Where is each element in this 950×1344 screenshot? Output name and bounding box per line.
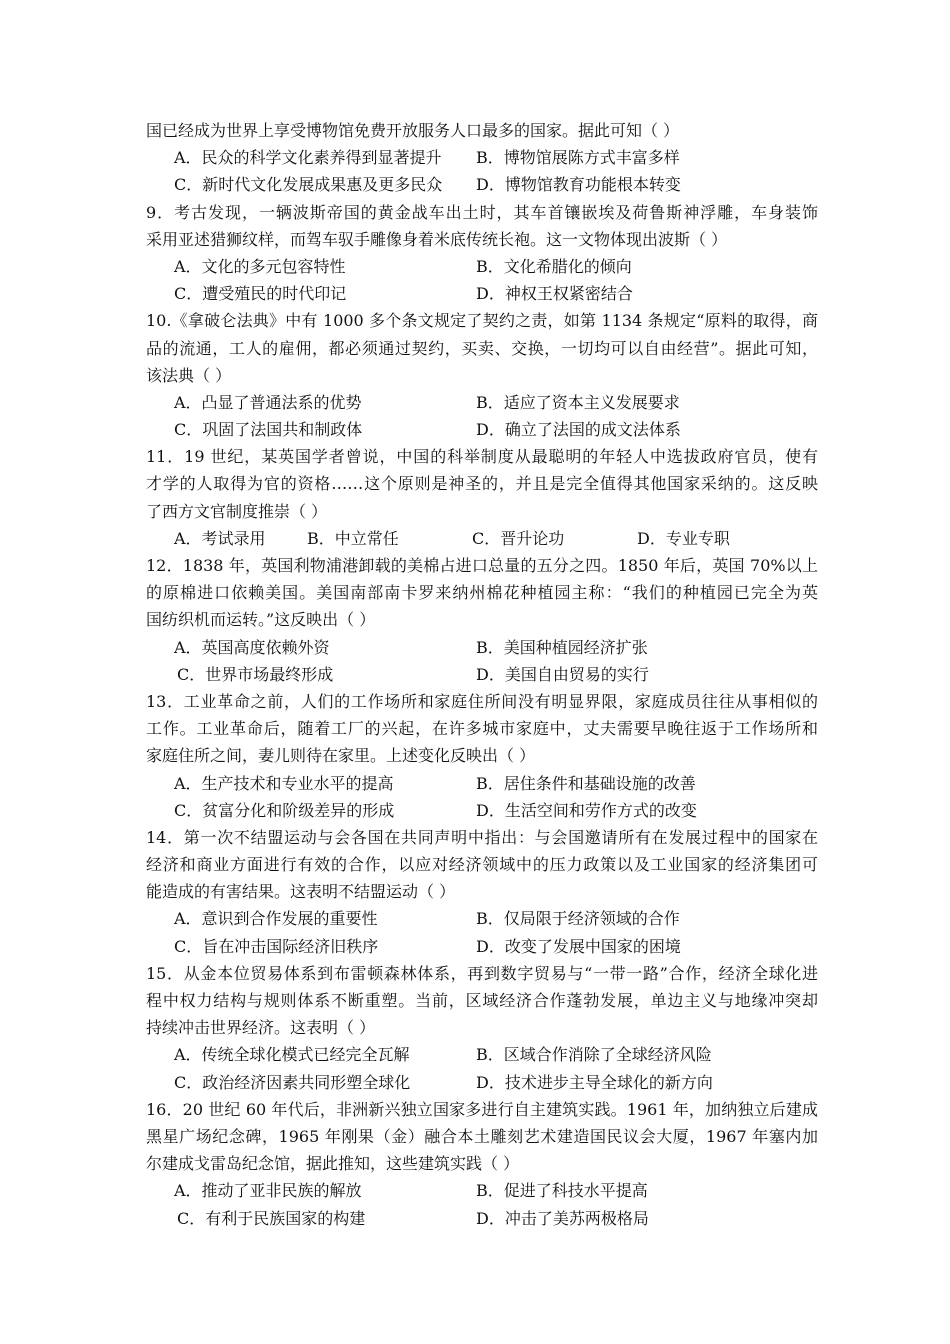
question-16 [146, 1096, 818, 1232]
option-d[interactable]: D．神权王权紧密结合 [476, 284, 633, 304]
question-stem-line: 国纺织机而运转。”这反映出（ ） [146, 610, 376, 630]
question-stem-line: 家庭住所之间，妻儿则待在家里。上述变化反映出（ ） [146, 746, 536, 766]
option-row [146, 253, 818, 280]
option-row [146, 416, 818, 443]
question-stem-line: 采用亚述猎狮纹样，而驾车驭手雕像身着米底传统长袍。这一文物体现出波斯（ ） [146, 229, 728, 249]
option-b[interactable]: B．适应了资本主义发展要求 [476, 392, 680, 412]
question-stem-line: 持续冲击世界经济。这表明（ ） [146, 1018, 376, 1038]
option-row [146, 1205, 818, 1232]
option-d[interactable]: D．生活空间和劳作方式的改变 [476, 800, 697, 820]
option-d[interactable]: D．改变了发展中国家的困境 [476, 936, 681, 956]
option-d[interactable]: D．美国自由贸易的实行 [476, 664, 649, 684]
option-d[interactable]: D．专业专职 [637, 528, 730, 548]
question-stem-line: 9．考古发现，一辆波斯帝国的黄金战车出土时，其车首镶嵌埃及荷鲁斯神浮雕，车身装饰 [146, 202, 818, 222]
question-8 [146, 117, 818, 199]
option-row [146, 280, 818, 307]
question-stem-line: 尔建成戈雷岛纪念馆，据此推知，这些建筑实践（ ） [146, 1154, 520, 1174]
option-d[interactable]: D．技术进步主导全球化的新方向 [476, 1072, 713, 1092]
question-stem-line: 品的流通，工人的雇佣，都必须通过契约，买卖、交换，一切均可以自由经营”。据此可知， [146, 338, 818, 358]
option-row [146, 1177, 818, 1204]
option-a[interactable]: A．文化的多元包容特性 [174, 256, 346, 276]
option-row [146, 933, 818, 960]
question-9 [146, 199, 818, 308]
question-stem-line: 15．从金本位贸易体系到布雷顿森林体系，再到数字贸易与“一带一路”合作，经济全球化进 [146, 963, 818, 983]
question-stem-line: 16．20 世纪 60 年代后，非洲新兴独立国家多进行自主建筑实践。1961 年，加纳独立后建成 [146, 1099, 818, 1119]
option-b[interactable]: B．美国种植园经济扩张 [476, 637, 648, 657]
question-stem-line: 经济和商业方面进行有效的合作，以应对经济领域中的压力政策以及工业国家的经济集团可 [146, 855, 818, 875]
option-row [146, 1041, 818, 1068]
option-d[interactable]: D．确立了法国的成文法体系 [476, 420, 681, 440]
option-c[interactable]: C．晋升论功 [472, 528, 565, 548]
option-a[interactable]: A．英国高度依赖外资 [174, 637, 330, 657]
question-stem: 国已经成为世界上享受博物馆免费开放服务人口最多的国家。据此可知（ ） [146, 121, 680, 140]
option-c[interactable]: C．贫富分化和阶级差异的形成 [174, 800, 395, 820]
option-row [146, 634, 818, 661]
question-stem-line: 10.《拿破仑法典》中有 1000 多个条文规定了契约之责，如第 1134 条规定“原料的取得，商 [146, 311, 818, 331]
option-b[interactable]: B．区域合作消除了全球经济风险 [476, 1045, 712, 1065]
option-a[interactable]: A．民众的科学文化素养得到显著提升 [174, 148, 442, 168]
question-stem-line: 才学的人取得为官的资格……这个原则是神圣的，并且是完全值得其他国家采纳的。这反映 [146, 474, 818, 494]
option-b[interactable]: B．文化希腊化的倾向 [476, 256, 632, 276]
option-c[interactable]: C．世界市场最终形成 [177, 664, 334, 684]
question-stem-line: 12．1838 年，英国利物浦港卸载的美棉占进口总量的五分之四。1850 年后，英国 70%以上 [146, 556, 818, 575]
option-row [146, 797, 818, 824]
question-stem-line: 程中权力结构与规则体系不断重塑。当前，区域经济合作蓬勃发展，单边主义与地缘冲突却 [146, 991, 818, 1010]
option-row [146, 389, 818, 416]
question-stem-line: 13．工业革命之前，人们的工作场所和家庭住所间没有明显界限，家庭成员往往从事相似的 [146, 691, 818, 711]
option-c[interactable]: C．新时代文化发展成果惠及更多民众 [174, 175, 443, 195]
question-stem-line: 工作。工业革命后，随着工厂的兴起，在许多城市家庭中，丈夫需要早晚往返于工作场所和 [146, 719, 818, 739]
question-stem-line: 该法典（ ） [146, 365, 232, 385]
option-a[interactable]: A．传统全球化模式已经完全瓦解 [174, 1045, 410, 1065]
option-a[interactable]: A．生产技术和专业水平的提高 [174, 773, 394, 793]
question-stem-line: 黑星广场纪念碑，1965 年刚果（金）融合本土雕刻艺术建造国民议会大厦，1967 年塞内加 [146, 1126, 818, 1146]
option-row [146, 525, 818, 552]
option-row [146, 1069, 818, 1096]
option-b[interactable]: B．居住条件和基础设施的改善 [476, 773, 696, 793]
option-c[interactable]: C．有利于民族国家的构建 [177, 1208, 366, 1228]
option-d[interactable]: D．博物馆教育功能根本转变 [476, 175, 681, 195]
option-row [146, 661, 818, 688]
option-row [146, 770, 818, 797]
option-c[interactable]: C．遭受殖民的时代印记 [174, 284, 347, 304]
option-a[interactable]: A．意识到合作发展的重要性 [174, 909, 378, 929]
question-14 [146, 824, 818, 960]
question-stem-line: 的原棉进口依赖美国。美国南部南卡罗来纳州棉花种植园主称：“我们的种植园已完全为英 [146, 583, 818, 603]
option-row [146, 171, 818, 198]
question-stem-line: 了西方文官制度推崇（ ） [146, 501, 328, 521]
option-b[interactable]: B．博物馆展陈方式丰富多样 [476, 148, 680, 168]
question-list [146, 117, 818, 1232]
option-b[interactable]: B．促进了科技水平提高 [476, 1181, 648, 1201]
option-c[interactable]: C．旨在冲击国际经济旧秩序 [174, 936, 379, 956]
question-stem-line: 14．第一次不结盟运动与会各国在共同声明中指出：与会国邀请所有在发展过程中的国家在 [146, 827, 818, 847]
question-stem-line: 11．19 世纪，某英国学者曾说，中国的科举制度从最聪明的年轻人中选拔政府官员，使有 [146, 447, 818, 467]
question-10 [146, 307, 818, 443]
question-stem-line: 能造成的有害结果。这表明不结盟运动（ ） [146, 882, 456, 902]
question-12 [146, 552, 818, 688]
question-13 [146, 688, 818, 824]
question-15 [146, 960, 818, 1096]
option-d[interactable]: D．冲击了美苏两极格局 [476, 1208, 649, 1228]
option-a[interactable]: A．凸显了普通法系的优势 [174, 392, 362, 412]
question-11 [146, 443, 818, 552]
option-b[interactable]: B．仅局限于经济领域的合作 [476, 909, 680, 929]
option-a[interactable]: A．推动了亚非民族的解放 [174, 1181, 362, 1201]
option-b[interactable]: B．中立常任 [307, 528, 399, 548]
option-row [146, 905, 818, 932]
option-c[interactable]: C．巩固了法国共和制政体 [174, 420, 363, 440]
option-row [146, 144, 818, 171]
option-a[interactable]: A．考试录用 [174, 528, 266, 548]
option-c[interactable]: C．政治经济因素共同形塑全球化 [174, 1072, 411, 1092]
